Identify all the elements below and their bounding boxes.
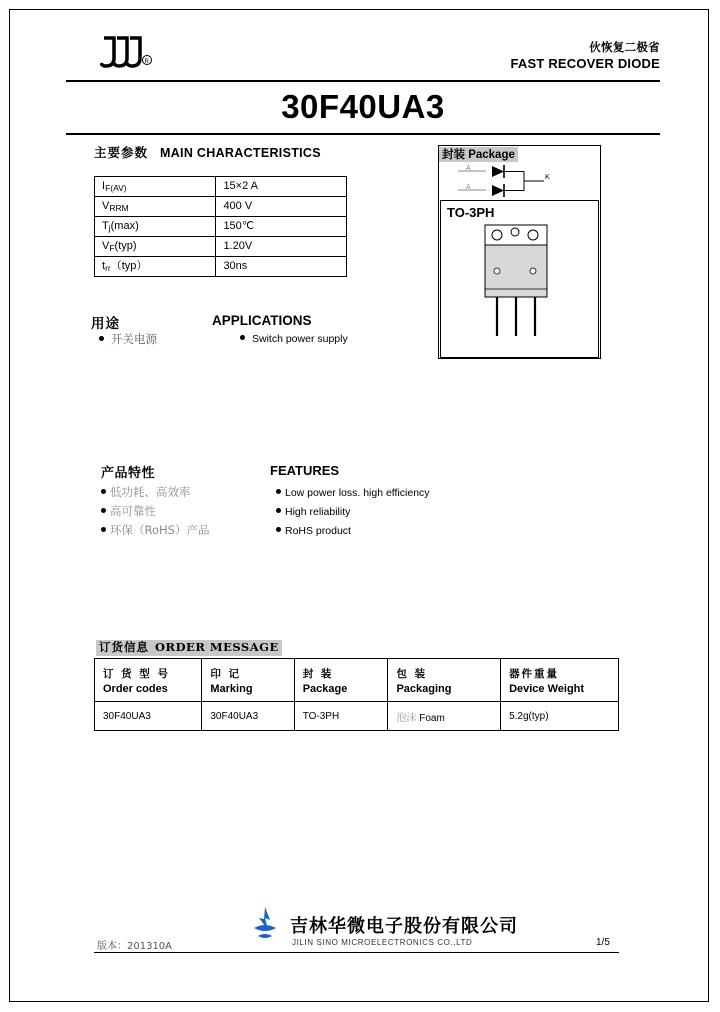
param-subscript: F(AV) (105, 183, 127, 193)
features-list-en (276, 484, 430, 541)
cell-packaging-cn: 泡沫 (396, 712, 417, 724)
param-name-cell: VF(typ) (95, 237, 216, 257)
list-item (276, 484, 430, 503)
bullet-icon (101, 489, 106, 494)
column-header-device-weight (501, 659, 619, 702)
table-row (95, 702, 619, 731)
column-header-en: Device Weight (509, 682, 585, 695)
column-header-en: Marking (210, 682, 253, 695)
svg-text:A: A (466, 184, 471, 191)
applications-item-cn-label: 开关电源 (111, 332, 157, 346)
param-value-cell: 30ns (216, 257, 347, 277)
param-name-cell: trr（typ） (95, 257, 216, 277)
table-row (95, 177, 347, 197)
order-message-heading-en: ORDER MESSAGE (155, 640, 279, 654)
cell-order-code: 30F40UA3 (95, 702, 202, 731)
column-header-packaging (388, 659, 501, 702)
column-header-en: Package (302, 682, 348, 695)
column-header-en: Order codes (103, 682, 168, 695)
features-list-cn (101, 483, 209, 540)
bullet-icon (276, 489, 281, 494)
applications-item-en-label: Switch power supply (252, 333, 348, 345)
cell-device-weight: 5.2g(typ) (501, 702, 619, 731)
svg-text:K: K (545, 174, 550, 181)
column-header-package (294, 659, 388, 702)
column-header-cn: 器件重量 (509, 667, 560, 680)
feature-cn-label: 低功耗、高效率 (110, 485, 191, 499)
list-item (101, 521, 209, 540)
package-type-label: TO-3PH (447, 205, 495, 220)
main-characteristics-table (94, 176, 347, 277)
svg-text:A: A (466, 165, 471, 172)
column-header-en: Packaging (396, 682, 452, 695)
param-name-cell: IF(AV) (95, 177, 216, 197)
package-outline-drawing (440, 200, 599, 358)
header-rule-top (66, 80, 660, 82)
bullet-icon (101, 508, 106, 513)
param-value-cell: 1.20V (216, 237, 347, 257)
footer-version: 版本：201310A (97, 941, 173, 952)
svg-text:R: R (144, 59, 149, 65)
param-name-cell: Tj(max) (95, 217, 216, 237)
cell-package: TO-3PH (294, 702, 388, 731)
param-subscript: rr (105, 263, 111, 273)
main-characteristics-heading (94, 143, 321, 161)
bullet-icon (99, 336, 104, 341)
feature-en-label: Low power loss. high efficiency (285, 487, 430, 499)
package-label (439, 147, 518, 162)
list-item (276, 522, 430, 541)
feature-en-label: High reliability (285, 506, 351, 518)
page-header (66, 34, 660, 80)
cell-marking: 30F40UA3 (202, 702, 294, 731)
features-heading-en: FEATURES (270, 463, 340, 478)
cell-packaging-en: Foam (419, 712, 445, 724)
package-label-en: Package (468, 149, 515, 161)
param-value-cell: 15×2 A (216, 177, 347, 197)
company-logo-icon (100, 36, 158, 70)
bullet-icon (240, 335, 245, 340)
column-header-cn: 封 装 (302, 667, 334, 680)
feature-cn-label: 高可靠性 (110, 504, 156, 518)
feature-en-label: RoHS product (285, 525, 351, 537)
order-message-table (94, 658, 619, 731)
order-message-heading-cn: 订货信息 (99, 640, 149, 654)
applications-heading-en: APPLICATIONS (212, 313, 312, 328)
footer-rule (94, 952, 619, 953)
column-header-marking (202, 659, 294, 702)
feature-cn-label: 环保（RoHS）产品 (110, 523, 210, 537)
column-header-cn: 印 记 (210, 667, 242, 680)
list-item (101, 502, 209, 521)
bullet-icon (276, 527, 281, 532)
applications-item-en (240, 333, 348, 345)
applications-item-cn (99, 331, 157, 347)
param-subscript: j (108, 223, 111, 233)
param-value-cell: 150℃ (216, 217, 347, 237)
page-title: 30F40UA3 (281, 88, 445, 125)
table-row (95, 257, 347, 277)
footer-page-number: 1/5 (596, 937, 610, 948)
bullet-icon (101, 527, 106, 532)
footer-company-en: JILIN SINO MICROELECTRONICS CO.,LTD (292, 938, 473, 947)
param-name-cell: VRRM (95, 197, 216, 217)
column-header-cn: 订 货 型 号 (103, 667, 170, 680)
header-title-cn: 伙恢复二极省 (589, 40, 660, 54)
column-header-cn: 包 装 (396, 667, 428, 680)
bullet-icon (276, 508, 281, 513)
features-heading-cn: 产品特性 (101, 466, 156, 481)
list-item (276, 503, 430, 522)
package-label-cn: 封装 (442, 147, 465, 161)
cell-packaging (388, 702, 501, 731)
main-characteristics-heading-cn: 主要参数 (94, 145, 149, 160)
param-subscript: F (109, 243, 115, 253)
order-message-heading (96, 640, 282, 656)
param-value-cell: 400 V (216, 197, 347, 217)
table-row (95, 237, 347, 257)
param-subscript: RRM (109, 203, 129, 213)
diode-symbol-diagram (452, 163, 592, 203)
applications-heading-cn: 用途 (91, 316, 120, 332)
footer-company-cn: 吉林华微电子股份有限公司 (290, 916, 518, 937)
main-characteristics-heading-en: MAIN CHARACTERISTICS (160, 146, 321, 160)
table-row (95, 217, 347, 237)
list-item (101, 483, 209, 502)
table-row (95, 197, 347, 217)
column-header-order-codes (95, 659, 202, 702)
table-header-row (95, 659, 619, 702)
header-title-en: FAST RECOVER DIODE (510, 56, 660, 71)
footer-logo-icon (248, 906, 282, 946)
header-rule-bottom (66, 133, 660, 135)
